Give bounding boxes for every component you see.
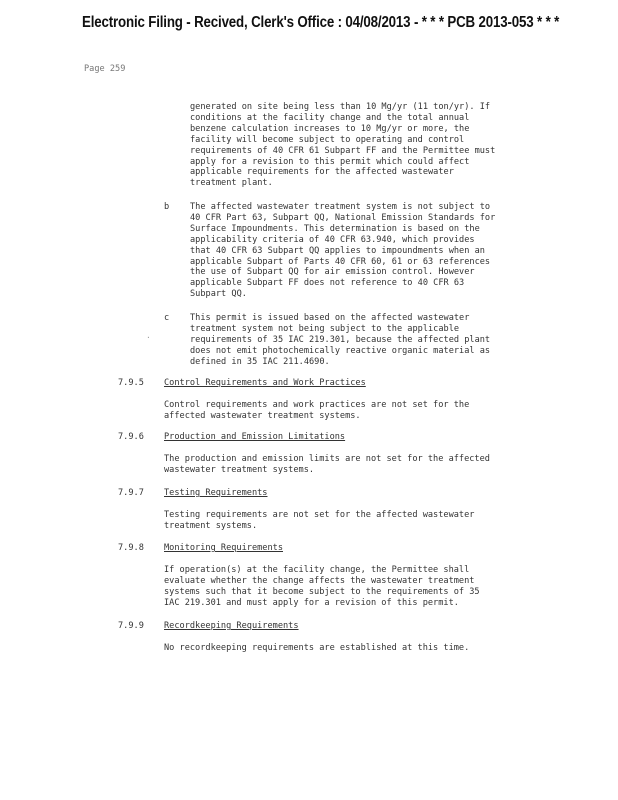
para_b-line: Surface Impoundments. This determination is based on the [190, 223, 480, 234]
section-body-line: IAC 219.301 and must apply for a revision of this permit. [164, 597, 459, 608]
item-letter-c: c [164, 313, 170, 323]
para_b-line: applicability criteria of 40 CFR 63.940, which provides [190, 234, 475, 245]
para_a-line: benzene calculation increases to 10 Mg/yr or more, the [190, 123, 470, 134]
para_b-line: applicable Subpart of Parts 40 CFR 60, 61 or 63 references [190, 256, 491, 267]
para_c-line: treatment system not being subject to the applicable [190, 323, 460, 334]
section-body-line: affected wastewater treatment systems. [164, 410, 361, 421]
para_a-line: facility will become subject to operating and control [190, 134, 465, 145]
para_a-line: applicable requirements for the affected wastewater [190, 167, 454, 178]
section-number: 7.9.8 [118, 543, 144, 553]
section-number: 7.9.9 [118, 621, 144, 631]
section-number: 7.9.6 [118, 432, 144, 442]
section-body-line: systems such that it become subject to the requirements of 35 [164, 586, 480, 597]
para_a-line: apply for a revision to this permit which could affect [190, 156, 470, 167]
para_a-line: conditions at the facility change and the total annual [190, 112, 470, 123]
filing-stamp: Electronic Filing - Recived, Clerk's Office : 04/08/2013 - * * * PCB 2013-053 * * * [82, 14, 560, 31]
section-body [164, 454, 490, 476]
section-heading: Monitoring Requirements [164, 543, 283, 553]
section-body [164, 510, 474, 532]
section-body [164, 643, 469, 654]
para_c-line: defined in 35 IAC 211.4690. [190, 356, 330, 367]
para_b-line: Subpart QQ. [190, 289, 247, 300]
para_a-line: generated on site being less than 10 Mg/yr (11 ton/yr). If [190, 102, 491, 112]
section-heading: Production and Emission Limitations [164, 432, 346, 442]
section-body-line: wastewater treatment systems. [164, 464, 315, 475]
section-body [164, 565, 480, 609]
para_b-line: 40 CFR Part 63, Subpart QQ, National Emission Standards for [190, 212, 496, 223]
section-body-line: Testing requirements are not set for the affected wastewater [164, 510, 475, 520]
para_c-line: This permit is issued based on the affected wastewater [190, 313, 470, 323]
paragraph-b [190, 202, 495, 300]
para_b-line: that 40 CFR 63 Subpart QQ applies to impoundments when an [190, 245, 485, 256]
section-body-line: The production and emission limits are not set for the affected [164, 454, 490, 464]
section-number: 7.9.5 [118, 378, 144, 388]
section-heading: Recordkeeping Requirements [164, 621, 299, 631]
section-number: 7.9.7 [118, 488, 144, 498]
section-body-line: Control requirements and work practices are not set for the [164, 400, 470, 410]
paragraph-c [190, 313, 490, 368]
section-body-line: No recordkeeping requirements are established at this time. [164, 643, 470, 653]
paragraph-a [190, 102, 495, 189]
section-heading: Control Requirements and Work Practices [164, 378, 366, 388]
margin-mark: . [146, 331, 151, 340]
section-body [164, 400, 469, 422]
section-heading: Testing Requirements [164, 488, 268, 498]
section-body-line: treatment systems. [164, 520, 258, 531]
para_b-line: the use of Subpart QQ for air emission control. However [190, 267, 475, 278]
page-label: Page 259 [84, 64, 126, 74]
para_b-line: The affected wastewater treatment system is not subject to [190, 202, 491, 212]
section-body-line: evaluate whether the change affects the wastewater treatment [164, 575, 475, 586]
para_a-line: requirements of 40 CFR 61 Subpart FF and the Permittee must [190, 145, 496, 156]
section-body-line: If operation(s) at the facility change, the Permittee shall [164, 565, 470, 575]
para_c-line: requirements of 35 IAC 219.301, because the affected plant [190, 334, 491, 345]
item-letter-b: b [164, 202, 170, 212]
para_a-line: treatment plant. [190, 178, 273, 189]
para_c-line: does not emit photochemically reactive organic material as [190, 345, 491, 356]
para_b-line: applicable Subpart FF does not reference to 40 CFR 63 [190, 278, 465, 289]
